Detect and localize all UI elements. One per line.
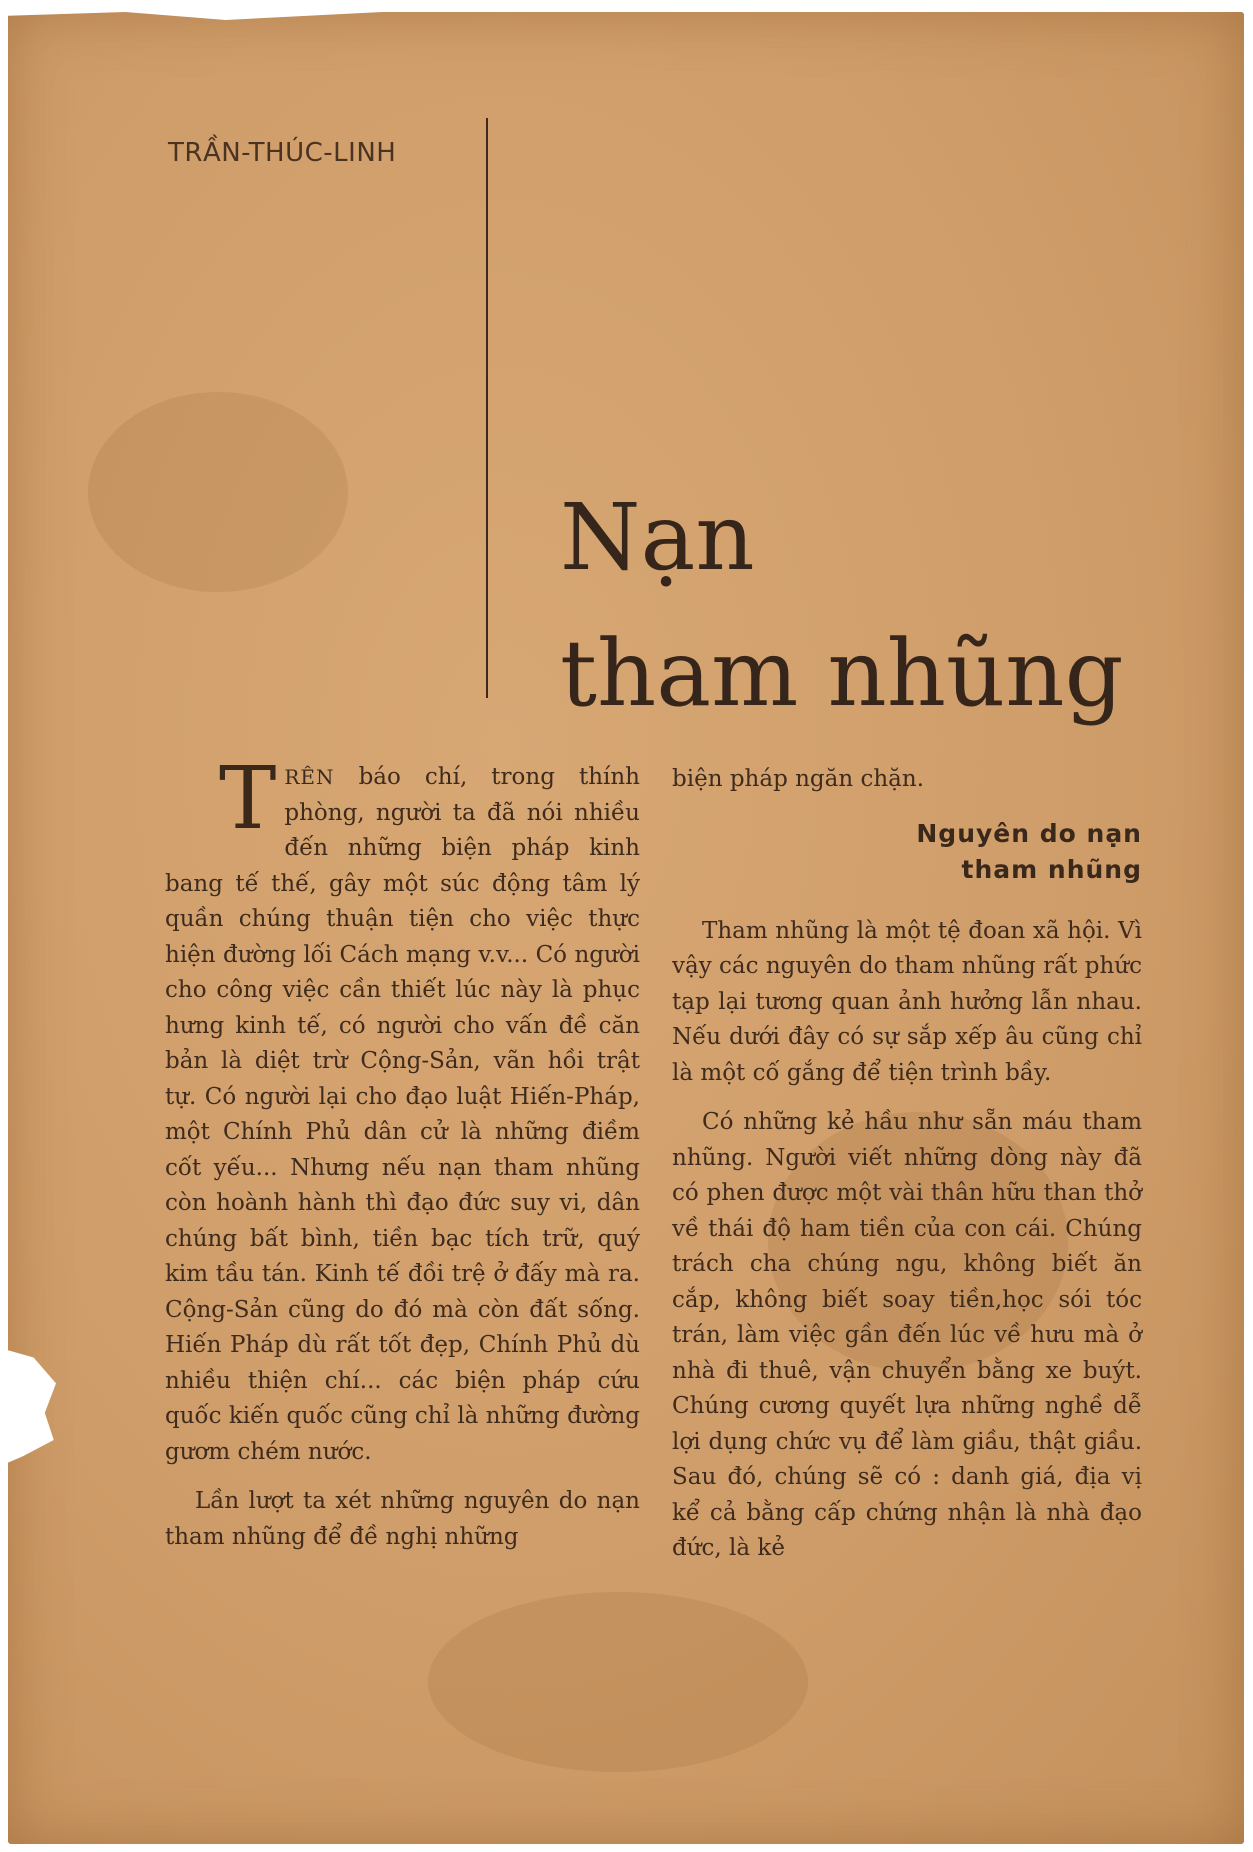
drop-cap: T (219, 749, 277, 849)
section-heading-line-1: Nguyên do nạn (916, 818, 1142, 848)
paragraph: Tham nhũng là một tệ đoan xã hội. Vì vậy các nguyên do tham nhũng rất phức tạp lại tương quan ảnh hưởng lẫn nhau. Nếu dưới đây có sự sắp xếp âu cũng chỉ là một cố gắng để tiện trình bầy. (672, 917, 1142, 1086)
right-column (672, 762, 1142, 1567)
vertical-rule (486, 118, 488, 698)
opening-paragraph-text: báo chí, trong thính phòng, người ta đã nói nhiều đến những biện pháp kinh bang tế thế, gây một súc động tâm lý quần chúng thuận tiện cho việc thực hiện đường lối Cách mạng v.v... Có người cho công việc cần thiết lúc này là phục hưng kinh tế, có người cho vấn đề căn bản là diệt trừ Cộng-Sản, vãn hồi trật tự. Có người lại cho đạo luật Hiến-Pháp, một Chính Phủ dân cử là những điềm cốt yếu... Nhưng nếu nạn tham nhũng còn hoành hành thì đạo đức suy vi, dân chúng bất bình, tiền bạc tích trữ, quý kim tầu tán. Kinh tế đồi trệ ở đấy mà ra. Cộng-Sản cũng do đó mà còn đất sống. Hiến Pháp dù rất tốt đẹp, Chính Phủ dù nhiều thiện chí... các biện pháp cứu quốc kiến quốc cũng chỉ là những đường gươm chém nước. (165, 764, 640, 1465)
paragraph: Lần lượt ta xét những nguyên do nạn tham nhũng để đề nghị những (165, 1488, 640, 1550)
title-line-1: Nạn (560, 484, 755, 591)
opening-paragraph (165, 749, 640, 1470)
paragraph: Có những kẻ hầu như sẵn máu tham nhũng. Người viết những dòng này đã có phen được một vài thân hữu than thở về thái độ ham tiền của con cái. Chúng trách cha chúng ngu, không biết ăn cắp, không biết soay tiền,học sói tóc trán, làm việc gần đến lúc về hưu mà ở nhà đi thuê, vận chuyển bằng xe buýt. Chúng cương quyết lựa những nghề dễ lợi dụng chức vụ để làm giầu, thật giầu. Sau đó, chúng sẽ có : danh giá, địa vị kể cả bằng cấp chứng nhận là nhà đạo đức, là kẻ (672, 1109, 1142, 1561)
left-column (165, 749, 640, 1555)
lead-small-caps: RÊN (284, 765, 335, 789)
paragraph: biện pháp ngăn chặn. (672, 766, 925, 792)
article-title (560, 470, 1123, 742)
author-name: TRẦN-THÚC-LINH (168, 138, 397, 168)
section-heading (672, 816, 1142, 888)
paper-stain (88, 392, 348, 592)
section-heading-line-2: tham nhũng (961, 854, 1142, 884)
title-line-2: tham nhũng (560, 620, 1124, 727)
paper-stain (428, 1592, 808, 1772)
